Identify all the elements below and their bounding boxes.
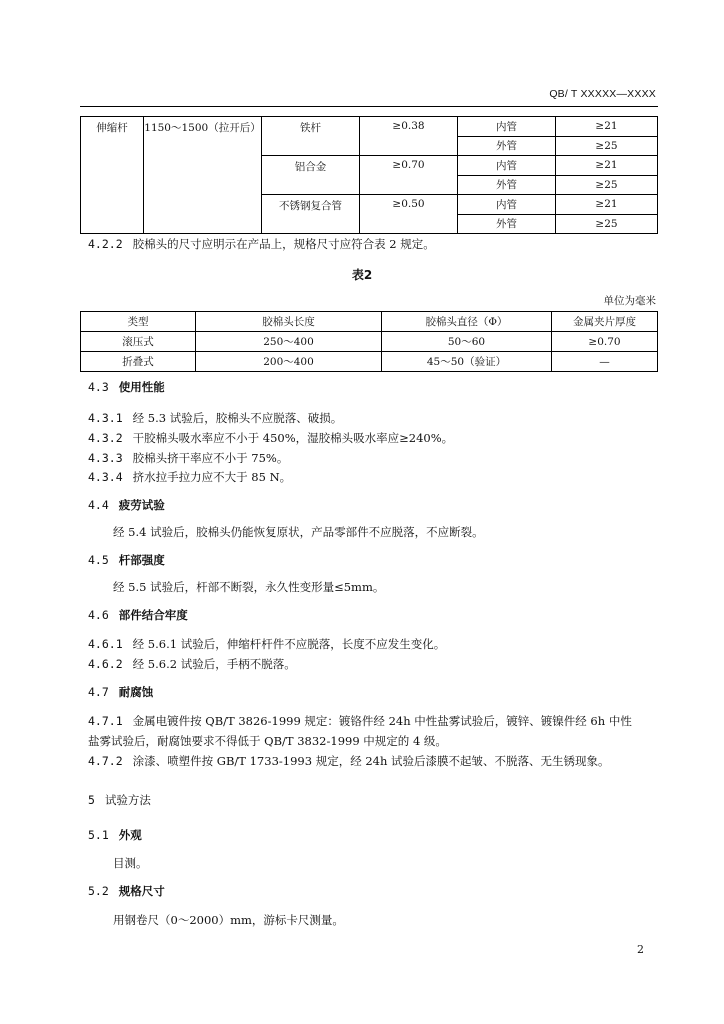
table-cell: 折叠式 bbox=[81, 352, 196, 372]
table-cell: 200～400 bbox=[196, 352, 382, 372]
clause-4-6-1 bbox=[88, 636, 445, 652]
rod-spec-table bbox=[80, 116, 658, 234]
table-cell: — bbox=[552, 352, 658, 372]
clause-text: 经 5.6.2 试验后，手柄不脱落。 bbox=[132, 657, 296, 671]
position-cell: 外管 bbox=[458, 136, 556, 156]
section-5-heading bbox=[88, 792, 151, 808]
clause-4-7-1 bbox=[88, 713, 658, 729]
clause-4-3-2 bbox=[88, 430, 453, 446]
section-4-4-heading bbox=[88, 497, 165, 513]
table-row bbox=[81, 332, 658, 352]
clause-text: 干胶棉头吸水率应不小于 450%，湿胶棉头吸水率应≥240%。 bbox=[132, 431, 454, 445]
clause-text: 胶棉头的尺寸应明示在产品上，规格尺寸应符合表 2 规定。 bbox=[132, 237, 435, 251]
section-title: 耐腐蚀 bbox=[118, 685, 154, 699]
clause-text: 涂漆、喷塑件按 GB/T 1733-1993 规定，经 24h 试验后漆膜不起皱、不脱落、无生锈现象。 bbox=[132, 754, 610, 768]
value-cell: ≥21 bbox=[556, 195, 658, 215]
clause-number: 4.3.1 bbox=[88, 411, 123, 425]
header-rule bbox=[80, 106, 658, 107]
section-number: 4.5 bbox=[88, 553, 109, 567]
clause-4-3-1 bbox=[88, 410, 342, 426]
table-header-row bbox=[81, 312, 658, 332]
material-cell: 铁杆 bbox=[262, 117, 360, 156]
clause-number: 4.2.2 bbox=[88, 237, 123, 251]
section-number: 4.3 bbox=[88, 380, 109, 394]
paragraph-4-5: 经 5.5 试验后，杆部不断裂，永久性变形量≤5mm。 bbox=[113, 580, 385, 594]
length-cell: 1150～1500（拉开后） bbox=[144, 117, 262, 234]
clause-text: 经 5.3 试验后，胶棉头不应脱落、破损。 bbox=[132, 411, 343, 425]
value-cell: ≥25 bbox=[556, 175, 658, 195]
table-row bbox=[81, 352, 658, 372]
material-cell: 铝合金 bbox=[262, 156, 360, 195]
paragraph-5-1: 目测。 bbox=[113, 856, 148, 870]
clause-text: 经 5.6.1 试验后，伸缩杆杆件不应脱落，长度不应发生变化。 bbox=[132, 637, 446, 651]
table-cell: ≥0.70 bbox=[552, 332, 658, 352]
table-cell: 50～60 bbox=[382, 332, 552, 352]
value-cell: ≥25 bbox=[556, 136, 658, 156]
thickness-cell: ≥0.50 bbox=[360, 195, 458, 234]
section-title: 试验方法 bbox=[104, 793, 151, 807]
paragraph-5-2: 用钢卷尺（0～2000）mm，游标卡尺测量。 bbox=[113, 913, 344, 927]
material-cell: 不锈钢复合管 bbox=[262, 195, 360, 234]
clause-number: 4.7.2 bbox=[88, 754, 123, 768]
section-number: 5.1 bbox=[88, 828, 109, 842]
table-cell: 45～50（验证） bbox=[382, 352, 552, 372]
section-number: 4.4 bbox=[88, 498, 109, 512]
clause-4-7-1-continued: 盐雾试验后，耐腐蚀要求不得低于 QB/T 3832-1999 中规定的 4 级。 bbox=[88, 734, 447, 748]
section-4-7-heading bbox=[88, 684, 153, 700]
section-title: 疲劳试验 bbox=[118, 498, 165, 512]
clause-4-7-2 bbox=[88, 753, 610, 769]
section-title: 使用性能 bbox=[118, 380, 165, 394]
column-header: 胶棉头直径（Φ） bbox=[382, 312, 552, 332]
section-5-1-heading bbox=[88, 827, 142, 843]
section-title: 部件结合牢度 bbox=[118, 608, 188, 622]
table-unit-note: 单位为毫米 bbox=[603, 295, 656, 307]
clause-number: 4.6.2 bbox=[88, 657, 123, 671]
thickness-cell: ≥0.70 bbox=[360, 156, 458, 195]
value-cell: ≥25 bbox=[556, 214, 658, 234]
clause-number: 4.3.2 bbox=[88, 431, 123, 445]
clause-text: 胶棉头挤干率应不小于 75%。 bbox=[132, 451, 289, 465]
clause-4-2-2 bbox=[88, 236, 435, 252]
section-4-5-heading bbox=[88, 552, 165, 568]
section-number: 5 bbox=[88, 793, 95, 807]
section-number: 4.6 bbox=[88, 608, 109, 622]
position-cell: 内管 bbox=[458, 156, 556, 176]
section-number: 4.7 bbox=[88, 685, 109, 699]
paragraph-4-4: 经 5.4 试验后，胶棉头仍能恢复原状，产品零部件不应脱落，不应断裂。 bbox=[113, 525, 484, 539]
table-row bbox=[81, 117, 658, 137]
table-caption: 表2 bbox=[351, 268, 373, 282]
clause-number: 4.3.4 bbox=[88, 470, 123, 484]
section-5-2-heading bbox=[88, 883, 165, 899]
value-cell: ≥21 bbox=[556, 156, 658, 176]
section-title: 杆部强度 bbox=[118, 553, 165, 567]
column-header: 胶棉头长度 bbox=[196, 312, 382, 332]
position-cell: 外管 bbox=[458, 214, 556, 234]
position-cell: 内管 bbox=[458, 117, 556, 137]
clause-text: 金属电镀件按 QB/T 3826-1999 规定：镀铬件经 24h 中性盐雾试验后，镀锌、镀镍件经 6h 中性 bbox=[132, 714, 632, 728]
column-header: 金属夹片厚度 bbox=[552, 312, 658, 332]
sponge-head-size-table bbox=[80, 311, 658, 372]
table-cell: 250～400 bbox=[196, 332, 382, 352]
clause-number: 4.3.3 bbox=[88, 451, 123, 465]
clause-number: 4.6.1 bbox=[88, 637, 123, 651]
section-title: 规格尺寸 bbox=[118, 884, 165, 898]
section-title: 外观 bbox=[118, 828, 142, 842]
clause-4-3-3 bbox=[88, 450, 288, 466]
position-cell: 外管 bbox=[458, 175, 556, 195]
table-cell: 滚压式 bbox=[81, 332, 196, 352]
section-4-3-heading bbox=[88, 379, 165, 395]
clause-4-6-2 bbox=[88, 656, 296, 672]
clause-text: 挤水拉手拉力应不大于 85 N。 bbox=[132, 470, 292, 484]
document-code: QB/ T XXXXX—XXXX bbox=[549, 88, 656, 100]
section-4-6-heading bbox=[88, 607, 188, 623]
section-number: 5.2 bbox=[88, 884, 109, 898]
clause-number: 4.7.1 bbox=[88, 714, 123, 728]
column-header: 类型 bbox=[81, 312, 196, 332]
row-label-cell: 伸缩杆 bbox=[81, 117, 144, 234]
page-number: 2 bbox=[637, 943, 644, 956]
value-cell: ≥21 bbox=[556, 117, 658, 137]
clause-4-3-4 bbox=[88, 469, 291, 485]
thickness-cell: ≥0.38 bbox=[360, 117, 458, 156]
position-cell: 内管 bbox=[458, 195, 556, 215]
